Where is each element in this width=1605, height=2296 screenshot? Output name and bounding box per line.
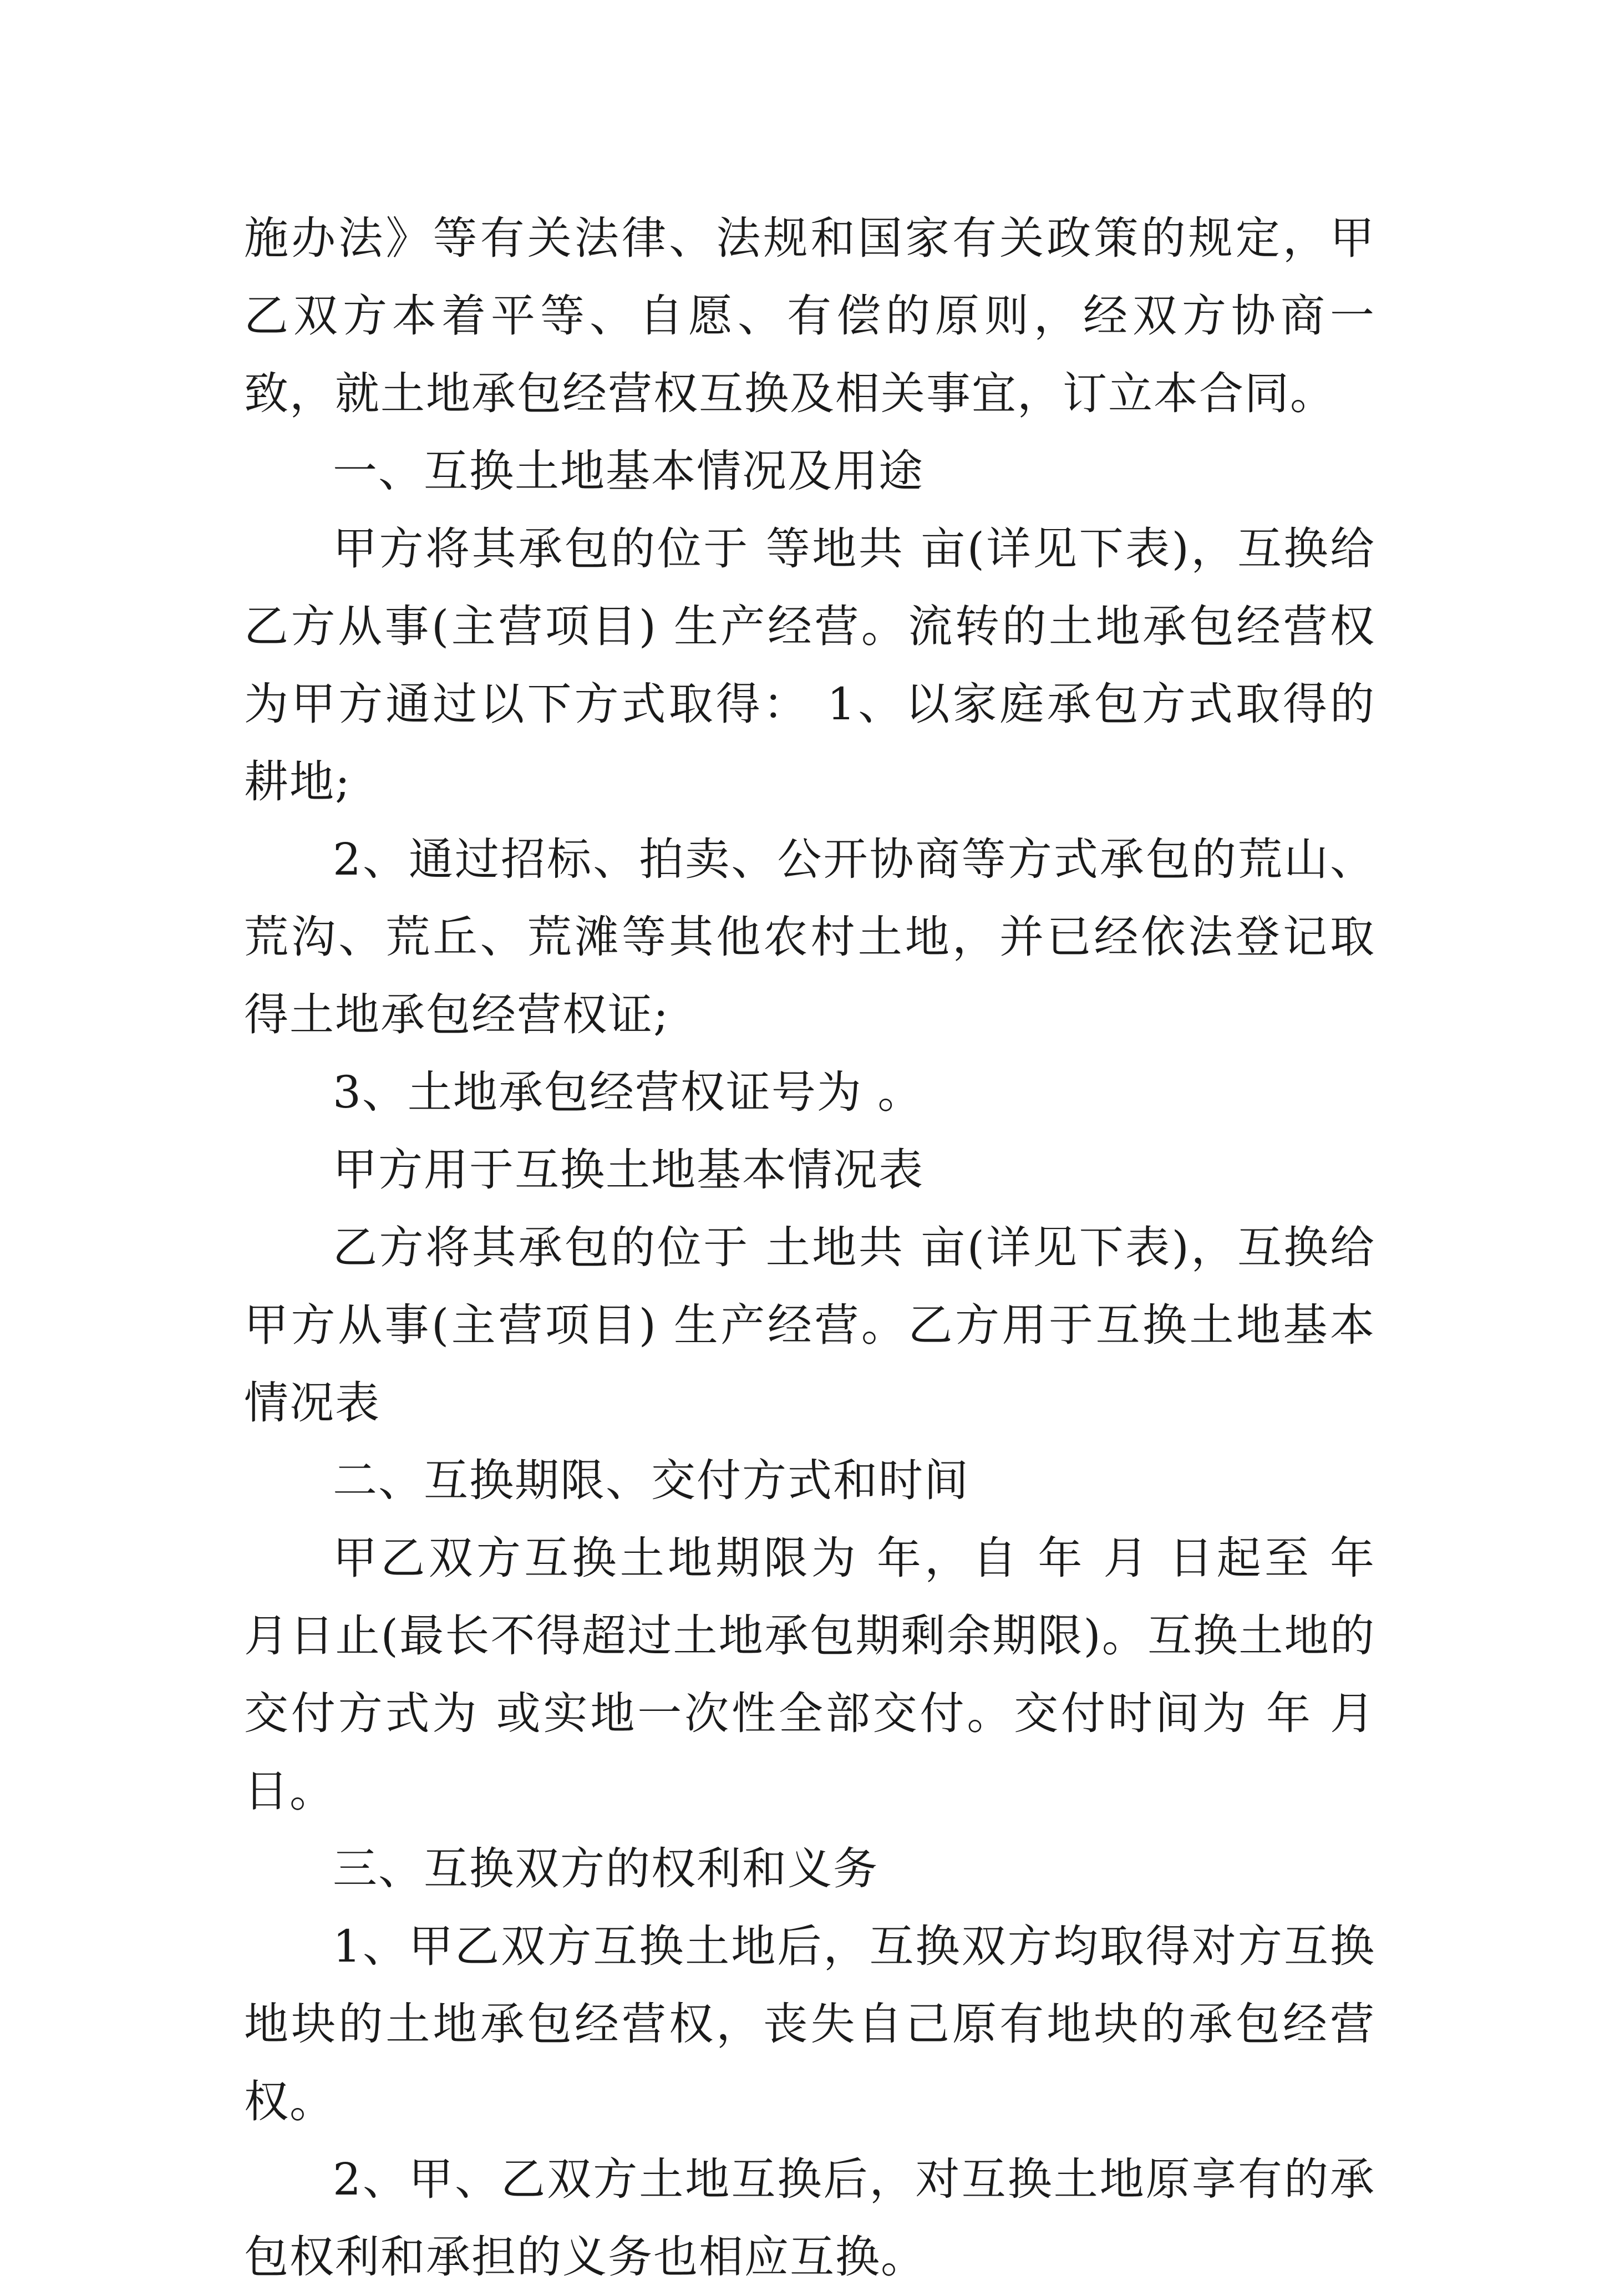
paragraph-party-b-land: 乙方将其承包的位于 土地共 亩(详见下表)，互换给甲方从事(主营项目) 生产经营。乙方用于互换土地基本情况表 xyxy=(244,1222,1375,1429)
table-caption-party-a: 甲方用于互换土地基本情况表 xyxy=(333,1144,924,1196)
section-heading-2: 二、互换期限、交付方式和时间 xyxy=(333,1455,969,1506)
paragraph-term-delivery: 甲乙双方互换土地期限为 年，自 年 月 日起至 年 月日止(最长不得超过土地承包期剩余期限)。互换土地的交付方式为 或实地一次性全部交付。交付时间为 年 月 日。 xyxy=(244,1532,1375,1817)
document-body xyxy=(244,200,1375,2296)
paragraph-intro: 施办法》等有关法律、法规和国家有关政策的规定，甲乙双方本着平等、自愿、有偿的原则，经双方协商一致，就土地承包经营权互换及相关事宜，订立本合同。 xyxy=(244,212,1375,419)
paragraph-rights-1: 1、甲乙双方互换土地后，互换双方均取得对方互换地块的土地承包经营权，丧失自己原有地块的承包经营权。 xyxy=(244,1921,1375,2127)
paragraph-item-3: 3、土地承包经营权证号为 。 xyxy=(333,1066,923,1118)
paragraph-party-a-land: 甲方将其承包的位于 等地共 亩(详见下表)，互换给乙方从事(主营项目) 生产经营。流转的土地承包经营权为甲方通过以下方式取得： 1、以家庭承包方式取得的耕地; xyxy=(244,523,1375,807)
section-heading-1: 一、互换土地基本情况及用途 xyxy=(333,445,924,497)
paragraph-item-2: 2、通过招标、拍卖、公开协商等方式承包的荒山、荒沟、荒丘、荒滩等其他农村土地，并已经依法登记取得土地承包经营权证; xyxy=(244,834,1375,1040)
paragraph-rights-2: 2、甲、乙双方土地互换后，对互换土地原享有的承包权利和承担的义务也相应互换。 xyxy=(244,2153,1375,2283)
section-heading-3: 三、互换双方的权利和义务 xyxy=(333,1843,878,1894)
